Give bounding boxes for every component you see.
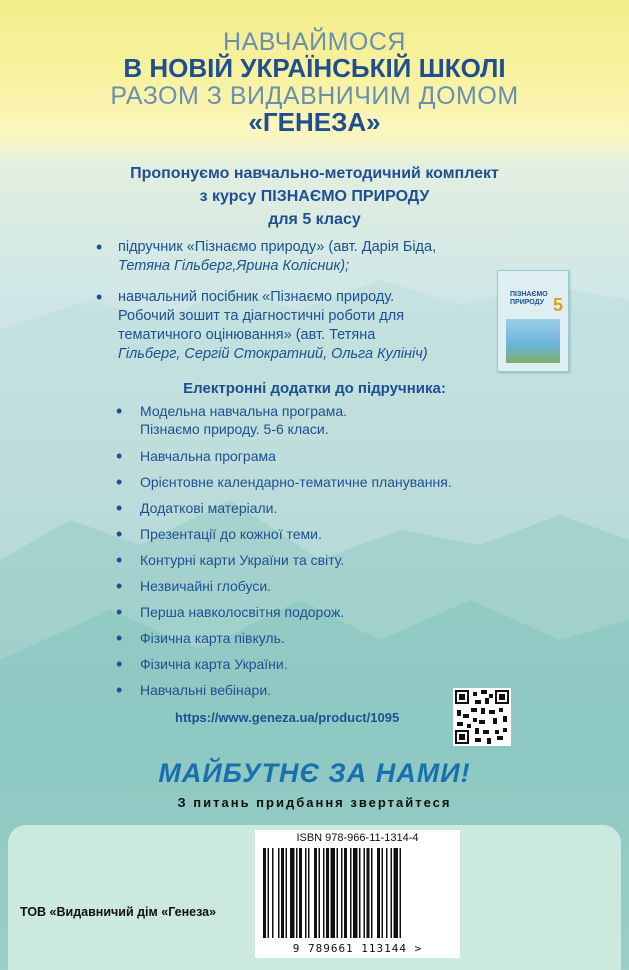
barcode-bar [391, 848, 393, 938]
barcode-bar [359, 848, 361, 938]
electronic-title: Електронні додатки до підручника: [183, 380, 446, 397]
list-item: • Перша навколосвітня подорож. [116, 603, 560, 621]
barcode-bar [353, 848, 358, 938]
barcode-bar [350, 848, 352, 938]
header-line-4: «ГЕНЕЗА» [248, 107, 381, 137]
isbn: ISBN 978-966-11-1314-4 [296, 832, 419, 844]
book-grade: 5 [552, 295, 563, 315]
list-item: • Навчальна програма [116, 447, 560, 465]
barcode-bar [367, 848, 370, 938]
list-item: • Презентації до кожної теми. [116, 525, 560, 543]
kit-item-text: • підручник «Пізнаємо природу» (авт. Дарія Біда, [118, 239, 437, 255]
barcode-bar [278, 848, 280, 938]
barcode-bar [290, 848, 295, 938]
barcode-bar [382, 848, 384, 938]
offer-line-2: з курсу ПІЗНАЄМО ПРИРОДУ [199, 188, 430, 205]
list-item: • Навчальні вебінари. [116, 681, 560, 699]
barcode-bar [394, 848, 399, 938]
barcode-bar [386, 848, 388, 938]
kit-item-text: Гільберг, Сергій Стократний, Ольга Кулініч) [118, 346, 428, 362]
barcode-bar [344, 848, 347, 938]
list-item: • Орієнтовне календарно-тематичне планування. [116, 473, 560, 491]
barcode-bar [296, 848, 298, 938]
list-item-text: • Модельна навчальна програма. [140, 403, 348, 419]
kit-item-text: • навчальний посібник «Пізнаємо природу. [118, 289, 395, 305]
barcode-digits: 9 789661 113144 > [292, 942, 423, 955]
contact-line: З питань придбання звертайтеся [177, 795, 452, 810]
barcode-bar [377, 848, 380, 938]
kit-item-text: Робочий зошит та діагностичні роботи для [118, 308, 405, 324]
qr-code[interactable] [453, 688, 511, 746]
kit-item-text: Тетяна Гільберг,Ярина Колісник); [118, 258, 350, 274]
slogan: МАЙБУТНЄ ЗА НАМИ! [158, 758, 471, 788]
barcode-bar [331, 848, 336, 938]
book-illustration [506, 319, 560, 363]
barcode-bar [268, 848, 270, 938]
barcode-bar [272, 848, 274, 938]
barcode-bar [308, 848, 310, 938]
barcode-bar [323, 848, 325, 938]
kit-item-textbook [96, 238, 496, 276]
barcode-box [255, 830, 460, 958]
offer-line-1: Пропонуємо навчально-методичний комплект [130, 165, 499, 182]
barcode [261, 848, 454, 940]
kit-item-text: тематичного оцінювання» (авт. Тетяна [118, 327, 376, 343]
offer-line-3: для 5 класу [268, 211, 361, 228]
list-item: • Контурні карти України та світу. [116, 551, 560, 569]
header [0, 0, 629, 150]
textbook-cover-image [497, 270, 569, 372]
barcode-bar [314, 848, 317, 938]
barcode-bar [286, 848, 288, 938]
barcode-bar [319, 848, 321, 938]
list-item: • Фізична карта України. [116, 655, 560, 673]
kit-list [96, 238, 496, 364]
barcode-bar [263, 848, 266, 938]
barcode-bar [281, 848, 284, 938]
barcode-bar [337, 848, 339, 938]
barcode-bar [305, 848, 307, 938]
product-link[interactable]: https://www.geneza.ua/product/1095 [175, 710, 400, 725]
barcode-bar [371, 848, 373, 938]
list-item [116, 402, 560, 438]
list-item: • Додаткові матеріали. [116, 499, 560, 517]
barcode-bar [341, 848, 343, 938]
header-line-1: НАВЧАЙМОСЯ [223, 28, 406, 56]
barcode-bar [364, 848, 366, 938]
list-item-text: Пізнаємо природу. 5-6 класи. [140, 421, 329, 437]
barcode-bar [299, 848, 302, 938]
publisher: ТОВ «Видавничий дім «Генеза» [20, 905, 217, 919]
header-line-3: РАЗОМ З ВИДАВНИЧИМ ДОМОМ [110, 82, 519, 110]
list-item: • Фізична карта півкуль. [116, 629, 560, 647]
list-item: • Незвичайні глобуси. [116, 577, 560, 595]
book-title: ПІЗНАЄМО ПРИРОДУ [510, 291, 548, 306]
barcode-bar [326, 848, 329, 938]
header-line-2: В НОВІЙ УКРАЇНСЬКІЙ ШКОЛІ [123, 53, 506, 83]
barcode-bar [400, 848, 402, 938]
kit-item-workbook [96, 288, 496, 364]
